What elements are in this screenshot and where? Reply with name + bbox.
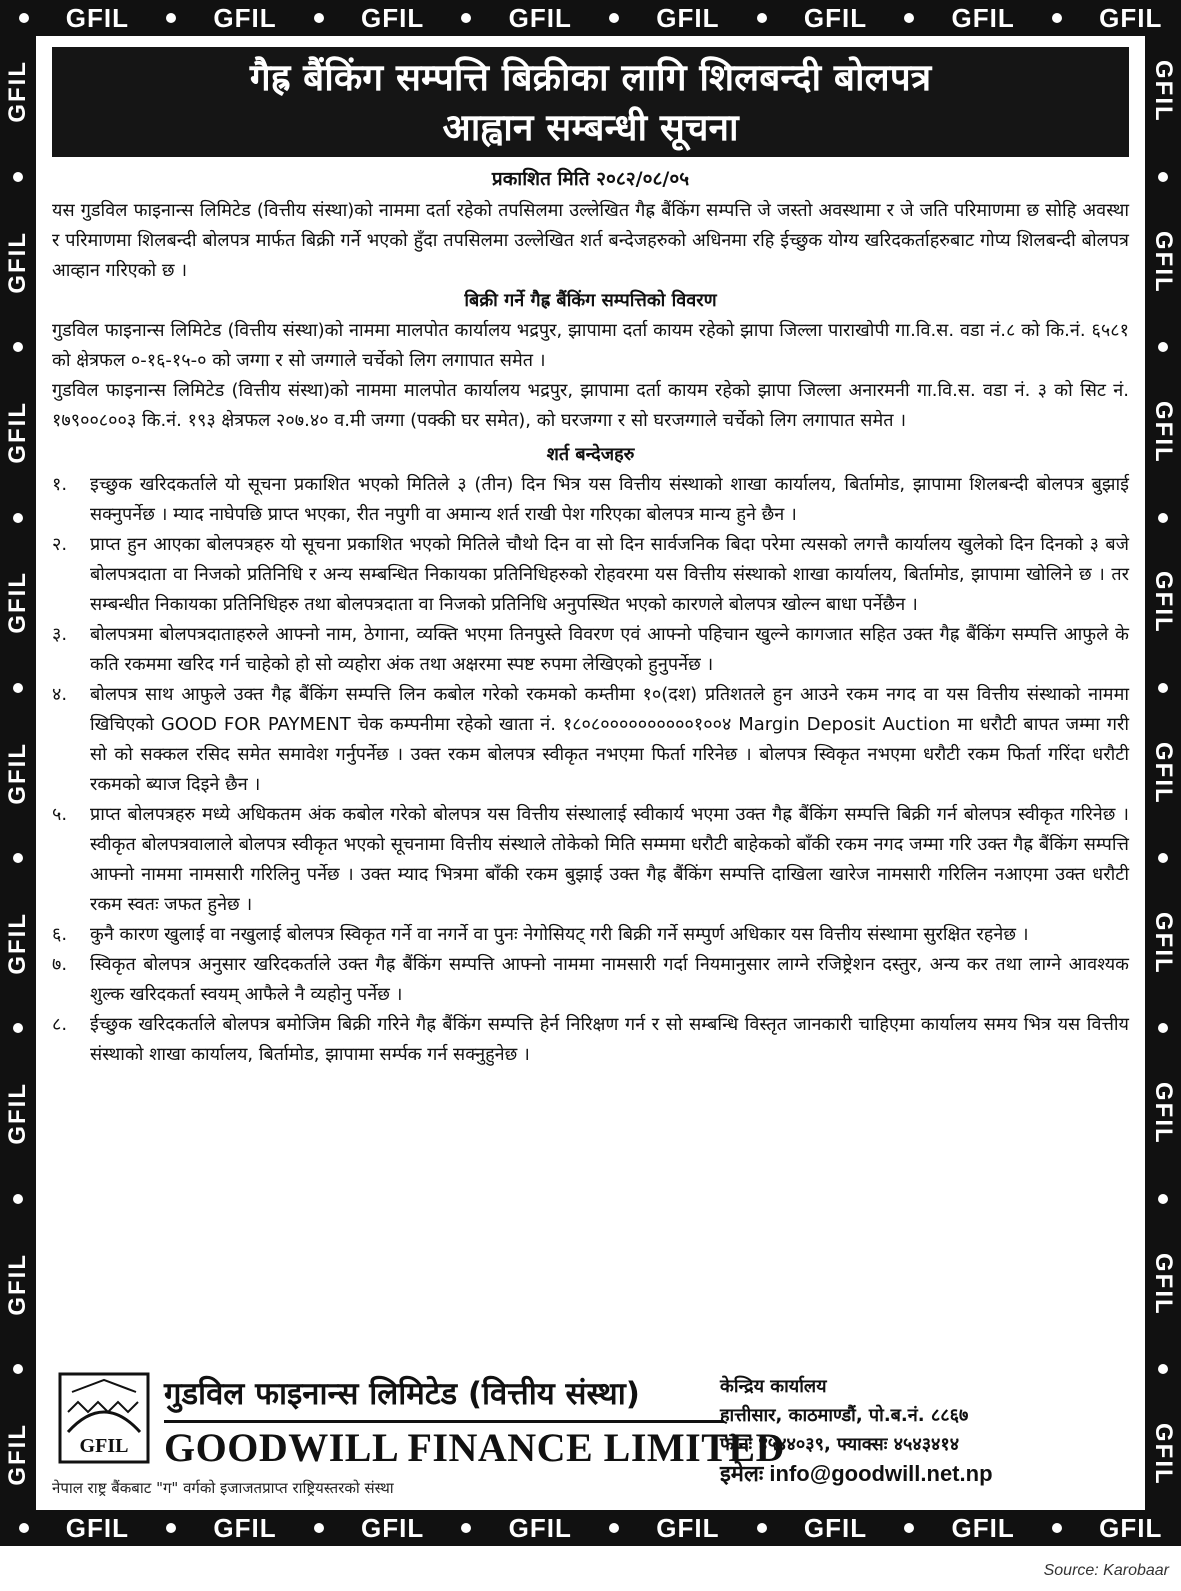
separator-dot	[13, 513, 23, 523]
separator-dot	[757, 13, 767, 23]
term-number: ४.	[52, 684, 68, 705]
asset-item: गुडविल फाइनान्स लिमिटेड (वित्तीय संस्था)को नाममा मालपोत कार्यालय भद्रपुर, झापामा दर्ता कायम रहेको झापा जिल्ला अनारमनी गा.वि.स. वडा नं. ३ को सिट नं. १७९००८००३ कि.नं. १९३ क्षेत्रफल २०७.४० व.मी जग्गा (पक्की घर समेत), को घरजग्गा र सो घरजग्गाले चर्चेको लिग लगापात समेत ।	[52, 380, 1129, 431]
office-heading: केन्द्रिय कार्यालय	[720, 1376, 827, 1397]
border-tag: GFIL	[1150, 230, 1177, 294]
separator-dot	[461, 1523, 471, 1533]
border-tag: GFIL	[508, 1512, 572, 1543]
border-tag: GFIL	[361, 1512, 425, 1543]
term-text: प्राप्त बोलपत्रहरु मध्ये अधिकतम अंक कबोल गरेको बोलपत्र यस वित्तीय संस्थालाई स्वीकार्य भएमा उक्त गैह्र बैंकिंग सम्पत्ति बिक्री गर्न बोलपत्र स्वीकृत गरिनेछ । स्वीकृत बोलपत्रवालाले बोलपत्र स्वीकृत भएको सूचनामा वित्तीय संस्थाले तोकेको मिति सम्ममा धरौटी बाहेकको बाँकी रकम नगद जम्मा गरि उक्त गैह्र बैंकिंग सम्पत्ति आफ्नो नाममा नामसारी गरिलिनु पर्नेछ । उक्त म्याद भित्रमा बाँकी रकम बुझाई उक्त गैह्र बैंकिंग सम्पत्ति दाखिला खारेज नामसारी गरिलिन नआएमा उक्त धरौटी रकम स्वतः जफत हुनेछ ।	[90, 804, 1129, 915]
term-item	[52, 1010, 1129, 1070]
separator-dot	[13, 1023, 23, 1033]
separator-dot	[461, 13, 471, 23]
office-address: हात्तीसार, काठमाण्डौं, पो.ब.नं. ८८६७	[720, 1405, 969, 1426]
separator-dot	[757, 1523, 767, 1533]
separator-dot	[609, 13, 619, 23]
company-name-english: GOODWILL FINANCE LIMITED	[164, 1425, 785, 1470]
border-bottom	[0, 1510, 1181, 1546]
border-tag: GFIL	[4, 60, 31, 124]
license-tagline: नेपाल राष्ट्र बैंकबाट "ग" वर्गको इजाजतप्राप्त राष्ट्रियस्तरको संस्था	[52, 1479, 394, 1497]
separator-dot	[314, 13, 324, 23]
term-number: १.	[52, 474, 68, 495]
intro-paragraph: यस गुडविल फाइनान्स लिमिटेड (वित्तीय संस्था)को नाममा दर्ता रहेको तपसिलमा उल्लेखित गैह्र बैंकिंग सम्पत्ति जे जस्तो अवस्थामा र जे जति परिमाणमा छ सोहि अवस्था र परिमाणमा शिलबन्दी बोलपत्र मार्फत बिक्री गर्ने भएको हुँदा तपसिलमा उल्लेखित शर्त बन्देजहरुको अधिनमा रहि ईच्छुक योग्य खरिदकर्ताहरुबाट गोप्य शिलबन्दी बोलपत्र आव्हान गरिएको छ ।	[52, 200, 1129, 281]
border-tag: GFIL	[4, 1422, 31, 1486]
border-tag: GFIL	[1150, 60, 1177, 124]
border-tag: GFIL	[803, 2, 868, 33]
border-tag: GFIL	[213, 2, 277, 33]
terms-list	[52, 470, 1129, 1070]
head-office-info	[720, 1372, 1130, 1488]
border-tag: GFIL	[65, 2, 130, 33]
notice-title-line2: आह्वान सम्बन्धी सूचना	[442, 106, 739, 149]
term-text: कुनै कारण खुलाई वा नखुलाई बोलपत्र स्विकृत गर्ने वा नगर्ने वा पुनः नेगोसियट् गरी बिक्री गर्ने सम्पुर्ण अधिकार यस वित्तीय संस्थामा सुरक्षित रहनेछ ।	[90, 924, 1029, 945]
border-tag: GFIL	[361, 2, 425, 33]
term-number: ३.	[52, 624, 68, 645]
border-tag: GFIL	[65, 1512, 130, 1543]
separator-dot	[904, 1523, 914, 1533]
border-tag: GFIL	[1150, 1252, 1177, 1316]
terms-heading: शर्त बन्देजहरु	[546, 444, 635, 465]
border-tag: GFIL	[1150, 911, 1177, 975]
separator-dot	[166, 13, 176, 23]
separator-dot	[904, 13, 914, 23]
border-top	[0, 0, 1181, 36]
separator-dot	[1158, 683, 1168, 693]
border-tag: GFIL	[1099, 1512, 1163, 1543]
term-number: ८.	[52, 1014, 68, 1035]
term-item	[52, 950, 1129, 1010]
term-text: स्विकृत बोलपत्र अनुसार खरिदकर्ताले उक्त गैह्र बैंकिंग सम्पत्ति आफ्नो नाममा नामसारी गर्दा नियमानुसार लाग्ने रजिष्ट्रेशन दस्तुर, अन्य कर तथा लाग्ने आवश्यक शुल्क खरिदकर्ता स्वयम् आफैले नै व्यहोनु पर्नेछ ।	[90, 954, 1129, 1005]
separator-dot	[1158, 1364, 1168, 1374]
office-email[interactable]: इमेलः info@goodwill.net.np	[720, 1461, 993, 1486]
term-text: बोलपत्र साथ आफुले उक्त गैह्र बैंकिंग सम्पत्ति लिन कबोल गरेको रकमको कम्तीमा १०(दश) प्रतिशतले हुन आउने रकम नगद वा यस वित्तीय संस्थाको नाममा खिचिएको GOOD FOR PAYMENT चेक कम्पनीमा रहेको खाता नं. १८०८००००००००००१००४ Margin Deposit Auction मा धरौटी बापत जम्मा गरी सो को सक्कल रसिद समेत समावेश गर्नुपर्नेछ । उक्त रकम बोलपत्र स्वीकृत नभएमा फिर्ता गरिनेछ । बोलपत्र स्विकृत नभएमा धरौटी रकम फिर्ता गरिंदा धरौटी रकमको ब्याज दिइने छैन ।	[90, 684, 1129, 795]
office-phone: फोनः ४५४४०३९, फ्याक्सः ४५४३४१४	[720, 1434, 960, 1455]
border-tag: GFIL	[951, 1512, 1015, 1543]
border-tag: GFIL	[656, 1512, 720, 1543]
divider	[164, 1420, 724, 1423]
published-date: प्रकाशित मिति २०८२/०८/०५	[491, 168, 690, 190]
notice-title-line1: गैह्र बैंकिंग सम्पत्ति बिक्रीका लागि शिलबन्दी बोलपत्र	[249, 56, 932, 99]
border-tag: GFIL	[4, 401, 31, 464]
notice-body	[52, 196, 1129, 1070]
border-tag: GFIL	[4, 741, 31, 805]
asset-item: गुडविल फाइनान्स लिमिटेड (वित्तीय संस्था)को नाममा मालपोत कार्यालय भद्रपुर, झापामा दर्ता कायम रहेको झापा जिल्ला पाराखोपी गा.वि.स. वडा नं.८ को कि.नं. ६५८१ को क्षेत्रफल ०-१६-१५-० को जग्गा र सो जग्गाले चर्चेको लिग लगापात समेत ।	[52, 320, 1129, 371]
separator-dot	[19, 13, 29, 23]
border-left	[0, 36, 36, 1510]
separator-dot	[609, 1523, 619, 1533]
asset-heading: बिक्री गर्ने गैह्र बैंकिंग सम्पत्तिको विवरण	[464, 290, 717, 311]
border-tag: GFIL	[803, 1512, 868, 1543]
border-tag: GFIL	[1150, 741, 1177, 805]
separator-dot	[19, 1523, 29, 1533]
separator-dot	[1158, 342, 1168, 352]
separator-dot	[1158, 1023, 1168, 1033]
term-text: प्राप्त हुन आएका बोलपत्रहरु यो सूचना प्रकाशित भएको मितिले चौथो दिन वा सो दिन सार्वजनिक बिदा परेमा त्यसको लगत्तै कार्यालय खुलेको दिन दिनको ३ बजे बोलपत्रदाता वा निजको प्रतिनिधि र अन्य सम्बन्धित निकायका प्रतिनिधिहरुको रोहवरमा यस वित्तीय संस्थाको शाखा कार्यालय, बिर्तामोड, झापामा खोलिने छ । तर सम्बन्धीत निकायका प्रतिनिधिहरु तथा बोलपत्रदाता वा निजको प्रतिनिधि अनुपस्थित भएको कारणले बोलपत्र खोल्न बाधा पर्नेछैन ।	[90, 534, 1129, 615]
term-item	[52, 800, 1129, 920]
term-text: बोलपत्रमा बोलपत्रदाताहरुले आफ्नो नाम, ठेगाना, व्यक्ति भएमा तिनपुस्ते विवरण एवं आफ्नो पहिचान खुल्ने कागजात सहित उक्त गैह्र बैंकिंग सम्पत्ति आफुले के कति रकममा खरिद गर्न चाहेको हो सो व्यहोरा अंक तथा अक्षरमा स्पष्ट रुपमा लेखिएको हुनुपर्नेछ ।	[90, 624, 1129, 675]
border-tag: GFIL	[4, 1252, 31, 1316]
separator-dot	[166, 1523, 176, 1533]
border-tag: GFIL	[4, 911, 31, 975]
company-logo	[58, 1372, 150, 1464]
separator-dot	[1158, 853, 1168, 863]
border-tag: GFIL	[656, 2, 720, 33]
border-tag: GFIL	[951, 2, 1015, 33]
border-tag: GFIL	[4, 230, 31, 294]
border-right	[1145, 36, 1181, 1510]
separator-dot	[13, 683, 23, 693]
separator-dot	[13, 1194, 23, 1204]
border-tag: GFIL	[1150, 571, 1177, 634]
border-tag: GFIL	[1150, 1082, 1177, 1145]
border-tag: GFIL	[4, 571, 31, 634]
separator-dot	[13, 1364, 23, 1374]
term-item	[52, 620, 1129, 680]
border-tag: GFIL	[1099, 2, 1163, 33]
footer	[52, 1372, 1129, 1506]
separator-dot	[1158, 513, 1168, 523]
separator-dot	[1052, 13, 1062, 23]
term-number: ६.	[52, 924, 68, 945]
term-number: ७.	[52, 954, 68, 975]
term-number: ५.	[52, 804, 68, 825]
term-item	[52, 470, 1129, 530]
border-tag: GFIL	[213, 1512, 277, 1543]
border-tag: GFIL	[1150, 401, 1177, 464]
separator-dot	[13, 342, 23, 352]
company-name-nepali: गुडविल फाइनान्स लिमिटेड (वित्तीय संस्था)	[164, 1376, 640, 1412]
term-item	[52, 530, 1129, 620]
separator-dot	[1158, 1194, 1168, 1204]
separator-dot	[1052, 1523, 1062, 1533]
source-credit: Source: Karobaar	[1043, 1562, 1169, 1579]
term-item	[52, 920, 1129, 950]
border-tag: GFIL	[4, 1082, 31, 1145]
title-banner	[52, 47, 1129, 157]
term-text: इच्छुक खरिदकर्ताले यो सूचना प्रकाशित भएको मितिले ३ (तीन) दिन भित्र यस वित्तीय संस्थाको शाखा कार्यालय, बिर्तामोड, झापामा शिलबन्दी बोलपत्र बुझाई सक्नुपर्नेछ । म्याद नाघेपछि प्राप्त भएका, रीत नपुगी वा अमान्य शर्त राखी पेश गरिएका बोलपत्र मान्य हुने छैन ।	[90, 474, 1129, 525]
separator-dot	[13, 853, 23, 863]
term-item	[52, 680, 1129, 800]
border-tag: GFIL	[508, 2, 572, 33]
term-number: २.	[52, 534, 68, 555]
border-tag: GFIL	[1150, 1422, 1177, 1486]
separator-dot	[314, 1523, 324, 1533]
term-text: ईच्छुक खरिदकर्ताले बोलपत्र बमोजिम बिक्री गरिने गैह्र बैंकिंग सम्पत्ति हेर्न निरिक्षण गर्न र सो सम्बन्धि विस्तृत जानकारी चाहिएमा कार्यालय समय भित्र यस वित्तीय संस्थाको शाखा कार्यालय, बिर्तामोड, झापामा सर्म्पक गर्न सक्नुहुनेछ ।	[90, 1014, 1129, 1065]
logo-text: GFIL	[79, 1435, 129, 1457]
